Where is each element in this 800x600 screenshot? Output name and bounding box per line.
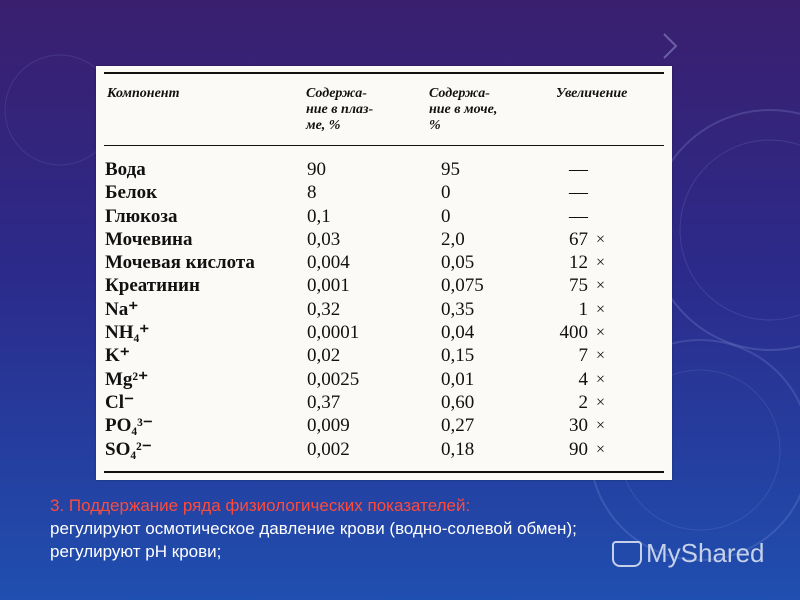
table-row [96, 438, 672, 461]
caption-line: регулируют осмотическое давление крови (водно-солевой обмен); [50, 519, 577, 538]
cell-urine: 0,15 [441, 345, 475, 367]
cell-increase: — [569, 159, 588, 180]
table-row [96, 158, 672, 181]
table-row [96, 251, 672, 274]
cell-plasma: 0,001 [307, 275, 350, 297]
cell-plasma: 0,32 [307, 298, 341, 320]
cell-component: Креатинин [105, 275, 200, 297]
table-row [96, 368, 672, 391]
cell-plasma: 0,37 [307, 391, 341, 413]
cell-plasma: 0,02 [307, 345, 341, 367]
header-urine: Содержа- ние в моче, % [429, 86, 498, 133]
cell-component: Cl⁻ [105, 391, 135, 413]
cell-urine: 2,0 [441, 228, 465, 250]
cell-times: × [596, 230, 606, 248]
cell-component: K⁺ [105, 345, 130, 367]
cell-plasma: 0,0001 [307, 322, 360, 344]
cell-increase: 75 [569, 275, 588, 297]
header-plasma: Содержа- ние в плаз- ме, % [306, 86, 374, 133]
cell-increase: — [569, 182, 588, 204]
cell-times: × [596, 300, 606, 318]
cell-times: × [596, 277, 606, 295]
cell-times: × [596, 347, 606, 365]
cell-urine: 0,27 [441, 415, 475, 437]
cell-increase: 90 [569, 438, 588, 460]
table-row [96, 344, 672, 367]
cell-times: × [596, 324, 606, 342]
cell-plasma: 0,03 [307, 228, 341, 250]
table-top-rule [104, 72, 664, 74]
caption-line: регулируют рН крови; [50, 542, 222, 561]
cell-increase: 67 [569, 228, 588, 250]
cell-component: PO₄³⁻ [105, 415, 153, 437]
cell-increase: 12 [569, 252, 588, 274]
cell-urine: 0,04 [441, 322, 475, 344]
cell-times: × [596, 417, 606, 435]
table-row [96, 391, 672, 414]
table-row [96, 205, 672, 228]
cell-plasma: 0,004 [307, 252, 350, 274]
cell-increase: 30 [569, 415, 588, 437]
table-row [96, 228, 672, 251]
cell-plasma: 0,009 [307, 415, 350, 437]
table-body [96, 158, 672, 461]
cell-plasma: 0,1 [307, 205, 331, 227]
cell-times: × [596, 254, 606, 272]
cell-urine: 0,05 [441, 252, 475, 274]
table-header-rule [104, 145, 664, 146]
table-row [96, 298, 672, 321]
cell-increase: 4 [578, 368, 588, 390]
logo-text: MyShared [646, 538, 765, 568]
cell-component: SO₄²⁻ [105, 438, 152, 460]
table-row [96, 321, 672, 344]
cell-plasma: 90 [307, 159, 326, 180]
cell-urine: 0,075 [441, 275, 484, 297]
cell-increase: 7 [578, 345, 588, 367]
cell-urine: 0,35 [441, 298, 475, 320]
cell-increase: 2 [578, 391, 588, 413]
cell-urine: 95 [441, 159, 460, 180]
cell-component: NH₄⁺ [105, 322, 150, 344]
cell-component: Na⁺ [105, 298, 139, 320]
cell-plasma: 0,0025 [307, 368, 360, 390]
header-increase: Увеличение [556, 86, 628, 101]
cell-increase: — [569, 205, 588, 227]
cell-plasma: 8 [307, 182, 317, 204]
cell-increase: 1 [578, 298, 588, 320]
data-table [96, 66, 672, 480]
table-row [96, 414, 672, 437]
header-component: Компонент [107, 86, 180, 101]
cell-component: Мочевина [105, 228, 193, 250]
cell-times: × [596, 393, 606, 411]
table-row [96, 274, 672, 297]
cell-urine: 0,60 [441, 391, 475, 413]
cell-times: × [596, 370, 606, 388]
cell-urine: 0 [441, 182, 451, 204]
cell-component: Вода [105, 159, 146, 180]
table-bottom-rule [104, 471, 664, 473]
cell-increase: 400 [559, 322, 588, 344]
cell-urine: 0 [441, 205, 451, 227]
cell-component: Белок [105, 182, 158, 204]
cell-component: Мочевая кислота [105, 252, 255, 274]
cell-component: Mg²⁺ [105, 368, 149, 390]
cell-component: Глюкоза [105, 205, 178, 227]
cell-urine: 0,01 [441, 368, 475, 390]
watermark-logo [612, 538, 765, 569]
cell-urine: 0,18 [441, 438, 475, 460]
table-row [96, 181, 672, 204]
cell-times: × [596, 440, 606, 458]
caption-heading: 3. Поддержание ряда физиологических показателей: [50, 496, 471, 515]
myshared-logo-icon [612, 541, 642, 567]
cell-plasma: 0,002 [307, 438, 350, 460]
